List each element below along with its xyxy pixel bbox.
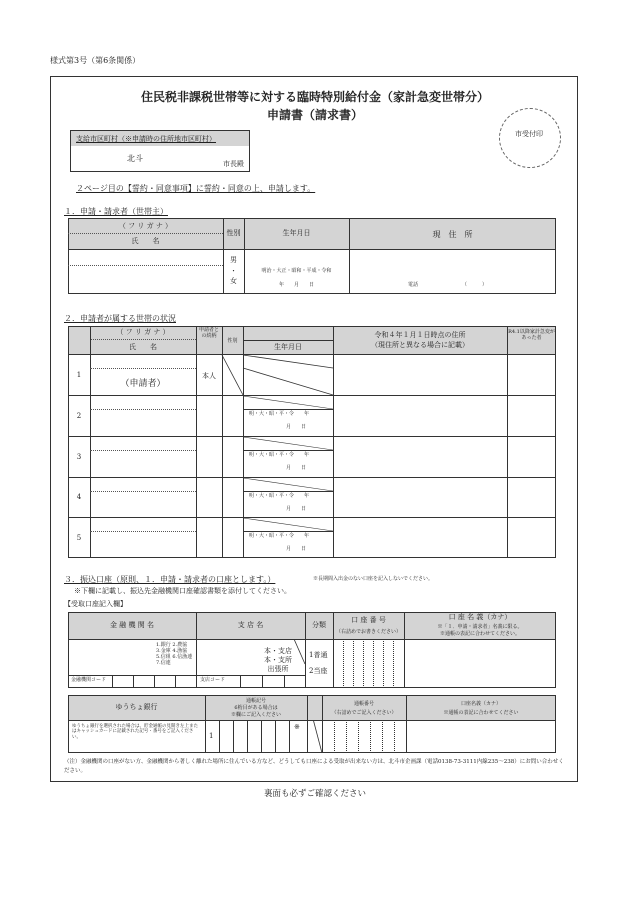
s2-row-number: 5 <box>76 534 82 542</box>
s1-dot: ・ <box>230 267 237 275</box>
yucho-cell <box>261 720 262 753</box>
form-number: 様式第3号（第6条関係） <box>50 56 141 65</box>
s1-ymd: 年 月 日 <box>278 282 314 288</box>
pledge-notice: ２ページ目の【誓約・同意事項】に誓約・同意の上、申請します。 <box>76 184 316 193</box>
code-cell <box>262 675 263 688</box>
s2-applicant-label: （申請者） <box>120 379 166 389</box>
form-subtitle: 申請書（請求書） <box>266 108 363 122</box>
code-cell <box>175 675 176 688</box>
yucho-num-cell <box>394 720 395 753</box>
branch-types: 本・支店 本・支所 出張所 <box>264 647 292 674</box>
s2-birth-line <box>243 450 333 451</box>
yucho-name: ゆうちょ銀行 <box>115 703 158 711</box>
s2-birth-diagonal <box>243 518 333 531</box>
yucho-num-cell <box>382 720 383 753</box>
yucho-num-cell <box>370 720 371 753</box>
yucho-divider <box>307 695 308 753</box>
yucho-kigo-sub2: ※欄にご記入ください <box>230 712 281 718</box>
s2-address-sub: （現住所と異なる場合に記載） <box>371 341 469 349</box>
yucho-bangou-sub: （右詰めでご記入ください） <box>331 710 397 716</box>
form-title: 住民税非課税世帯等に対する臨時特別給付金（家計急変世帯分） <box>140 90 489 104</box>
s2-furigana-header: （ フ リ ガ ナ ） <box>116 328 170 336</box>
bank-types: 1.銀行 2.農協 3.金庫 4.漁協 5.信組 6.信漁連 7.信連 <box>156 642 193 666</box>
s2-change-header: R4.1以降家計急変があった者 <box>508 329 555 341</box>
section3-title: ３．振込口座（原則、１．申請・請求者の口座とします。） <box>64 575 276 584</box>
yucho-bangou: 通帳番号 <box>353 701 374 707</box>
bank-code-label: 金融機関コード <box>71 677 107 683</box>
s1-female[interactable]: 女 <box>230 277 237 285</box>
s2-birth-diagonal <box>243 396 333 409</box>
acct-no-header: 口 座 番 号 <box>351 616 386 624</box>
s2-address-header: 令和４年１月１日時点の住所 <box>374 331 466 339</box>
s2-self-label: 本人 <box>202 372 216 380</box>
s1-name-header: 氏 名 <box>131 237 160 245</box>
municipality-mayor: 市長殿 <box>223 160 244 168</box>
s2-sex-diagonal <box>222 355 243 395</box>
s1-furigana-header: （ フ リ ガ ナ ） <box>118 222 173 230</box>
yucho-num-cell <box>334 720 335 753</box>
bank-code-line <box>68 675 196 676</box>
yucho-cell <box>275 720 276 753</box>
acct-cell <box>343 639 344 688</box>
yucho-num-cell <box>346 720 347 753</box>
yucho-kigo: 通帳記号 <box>245 698 266 704</box>
code-cell <box>112 675 113 688</box>
s1-phone: 電話 <box>408 282 419 288</box>
s2-md: 月 日 <box>286 506 307 512</box>
s2-md: 月 日 <box>286 546 307 552</box>
reception-stamp-label: 市受付印 <box>515 130 543 138</box>
municipality-label: 支給市区町村（※申請時の住所地市区町村） <box>76 135 216 143</box>
yucho-cell <box>219 720 220 753</box>
holder-note2: ※通帳の表記に合わせてください。 <box>439 631 520 637</box>
s1-eras: 明治・大正・昭和・平成・令和 <box>261 268 332 274</box>
acct-cell <box>393 639 394 688</box>
section3-bracket: 【受取口座記入欄】 <box>64 600 127 608</box>
type-header: 分類 <box>312 621 326 629</box>
yucho-holder-sub: ※通帳の表記に合わせてください <box>443 710 519 716</box>
code-cell <box>154 675 155 688</box>
s1-sex-header: 性別 <box>226 229 241 237</box>
s2-md: 月 日 <box>286 424 307 430</box>
acct-cell <box>363 639 364 688</box>
s2-birth-line <box>243 491 333 492</box>
type-futsu[interactable]: 1普通 <box>309 651 328 659</box>
footnote: （注）金融機関の口座がない方、金融機関から著しく離れた場所に住んでいる方など、どうしても口座による受取が出来ない方は、北斗市企画課（電話0138-73-3111内線235～238）にお問い合わせください。 <box>64 759 564 774</box>
s2-birth-diagonal <box>243 368 333 395</box>
holder-note1: ※「１．申請・請求者」名義に限る。 <box>437 624 523 630</box>
branch-code-label: 支店コード <box>200 677 226 683</box>
s2-birth-diagonal <box>243 437 333 450</box>
yucho-star: ※ <box>294 723 300 731</box>
code-cell <box>284 675 285 688</box>
bank-name-header: 金 融 機 関 名 <box>110 621 154 629</box>
s2-relation-header: 申請者との続柄 <box>198 327 219 339</box>
yucho-kigo-sub1: 6桁目がある場合は <box>234 705 278 711</box>
s2-eras: 明・大・昭・平・令 年 <box>249 493 310 499</box>
s2-birth-line <box>243 409 333 410</box>
yucho-header-line <box>68 720 556 721</box>
branch-header: 支 店 名 <box>237 621 264 629</box>
section2-title: ２．申請者が属する世帯の状況 <box>64 314 176 323</box>
yucho-cell <box>247 720 248 753</box>
yucho-holder: 口座名義（カナ） <box>460 701 501 707</box>
section3-title-note: ※長期間入出金のない口座を記入しないでください。 <box>313 576 434 582</box>
s2-name-header: 氏 名 <box>129 343 157 351</box>
s2-row-number: 2 <box>76 412 82 420</box>
s2-row-number: 3 <box>76 453 82 461</box>
s2-birth-header: 生年月日 <box>274 343 302 351</box>
s2-row-number: 1 <box>76 371 82 379</box>
s2-md: 月 日 <box>286 465 307 471</box>
code-cell <box>240 675 241 688</box>
holder-header: 口 座 名 義（カナ） <box>448 613 512 621</box>
bottom-notice: 裏面も必ずご確認ください <box>263 789 366 799</box>
s2-eras: 明・大・昭・平・令 年 <box>249 452 310 458</box>
section1-title: １．申請・請求者（世帯主） <box>64 207 168 216</box>
yucho-one: 1 <box>209 732 214 740</box>
s2-birth-diagonal <box>243 355 333 368</box>
s2-birth-diagonal <box>243 478 333 491</box>
acct-no-sub: （右詰めでお書きください） <box>335 629 401 635</box>
acct-cell <box>353 639 354 688</box>
acct-cell <box>383 639 384 688</box>
yucho-note: ゆうちょ銀行を選択された場合は、貯金通帳の見開き左上またはキャッシュカードに記載された記号・番号をご記入ください。 <box>72 724 198 740</box>
code-cell <box>133 675 134 688</box>
yucho-num-cell <box>358 720 359 753</box>
s2-row-number: 4 <box>76 493 82 501</box>
yucho-cell <box>233 720 234 753</box>
s1-phone-paren: （ ） <box>462 282 488 288</box>
s2-eras: 明・大・昭・平・令 年 <box>249 533 310 539</box>
bank-header-line <box>68 639 556 640</box>
s2-sex-header: 性別 <box>227 338 238 344</box>
municipality-city[interactable]: 北斗 <box>127 154 143 163</box>
s1-male[interactable]: 男 <box>230 256 237 264</box>
s1-birth-header: 生年月日 <box>282 229 311 237</box>
type-toza[interactable]: 2当座 <box>309 667 328 675</box>
branch-code-line <box>196 675 305 676</box>
s2-eras: 明・大・昭・平・令 年 <box>249 411 310 417</box>
s2-birth-line <box>243 531 333 532</box>
section3-sub: ※下欄に記載し、振込先金融機関口座確認書類を添付してください。 <box>74 587 291 595</box>
yucho-cell <box>289 720 290 753</box>
acct-cell <box>373 639 374 688</box>
s1-address-header: 現 住 所 <box>432 230 473 239</box>
